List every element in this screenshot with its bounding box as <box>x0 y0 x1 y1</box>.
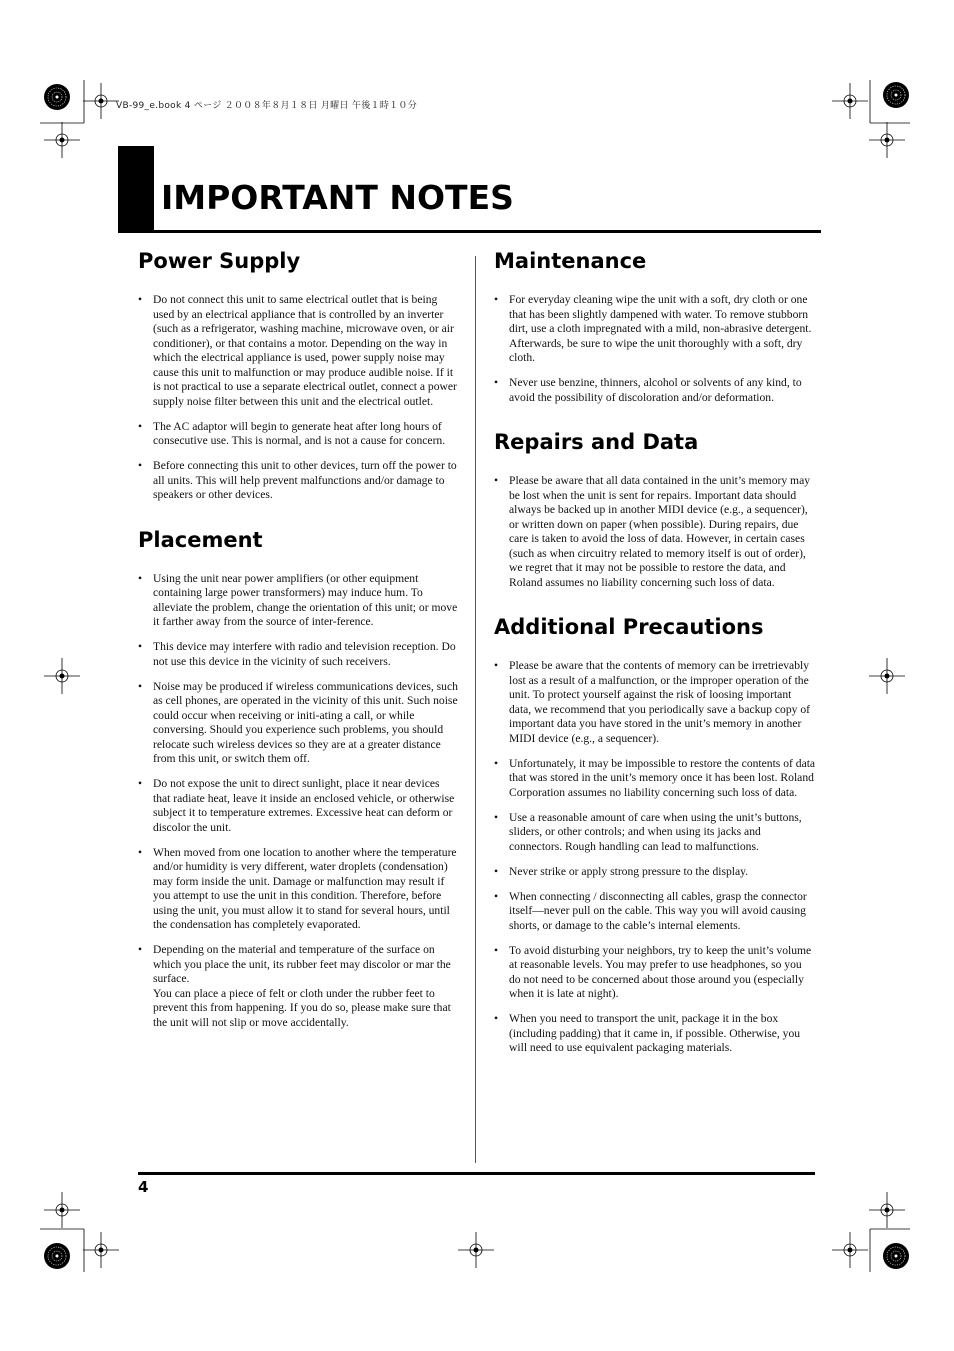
section-heading-placement: Placement <box>138 527 263 552</box>
bullet-icon: • <box>138 571 143 585</box>
note-item <box>138 420 458 449</box>
note-item <box>494 376 816 405</box>
note-text: The AC adaptor will begin to generate heat after long hours of consecutive use. This is normal, and is not a cause for concern. <box>153 419 446 447</box>
section-list-power-supply <box>138 293 458 503</box>
note-text: When connecting / disconnecting all cables, grasp the connector itself—never pull on the cable. This way you will avoid causing shorts, or damage to the cable’s internal elements. <box>509 889 807 932</box>
note-item <box>494 865 816 880</box>
note-text: Please be aware that all data contained in the unit’s memory may be lost when the unit is sent for repairs. Important data should always be backed up in another MIDI device (e.g., a sequencer), or written down on paper (when possible). During repairs, due care is taken to avoid the loss of data. However, in certain cases (such as when circuitry related to memory itself is out of order), we regret that it may not be possible to restore the data, and Roland assumes no liability concerning such loss of data. <box>509 474 811 589</box>
section-list-additional-precautions <box>494 659 816 1056</box>
bullet-icon: • <box>138 419 143 433</box>
note-item <box>494 811 816 855</box>
note-text: Never use benzine, thinners, alcohol or solvents of any kind, to avoid the possibility of discoloration and/or deformation. <box>509 376 802 404</box>
bullet-icon: • <box>494 756 499 770</box>
note-text: Unfortunately, it may be impossible to restore the contents of data that was stored in the unit’s memory once it has been lost. Roland Corporation assumes no liability concerning such loss of data. <box>509 756 816 799</box>
page-title: IMPORTANT NOTES <box>161 178 514 217</box>
note-text: To avoid disturbing your neighbors, try to keep the unit’s volume at reasonable levels. You may prefer to use headphones, so you do not need to be concerned about those around you (especially when it is late at night). <box>509 943 812 1000</box>
note-text: Noise may be produced if wireless communications devices, such as cell phones, are operated in the vicinity of this unit. Such noise could occur when receiving or initi-ating a call, or while conversing. Should you experience such problems, you should relocate such wireless devices so they are at a greater distance from this unit, or switch them off. <box>153 679 458 765</box>
bullet-icon: • <box>494 474 499 487</box>
section-heading-power-supply: Power Supply <box>138 249 301 273</box>
title-rule <box>118 230 821 233</box>
column-divider <box>475 256 476 1163</box>
note-item <box>138 777 458 835</box>
note-item <box>494 474 816 590</box>
note-text: This device may interfere with radio and television reception. Do not use this device in the vicinity of such receivers. <box>153 640 456 668</box>
right-column <box>494 246 816 1078</box>
note-text: Never strike or apply strong pressure to the display. <box>509 864 749 878</box>
note-text: Depending on the material and temperature of the surface on which you place the unit, its rubber feet may discolor or mar the surface. <box>153 943 451 985</box>
note-item <box>494 659 816 746</box>
bullet-icon: • <box>138 293 143 306</box>
bullet-icon: • <box>138 845 143 859</box>
note-text: Please be aware that the contents of memory can be irretrievably lost as a result of a malfunction, or the improper operation of the unit. To protect yourself against the risk of loosing important data, we recommend that you periodically save a backup copy of important data you have stored in the unit’s memory in another MIDI device (e.g., a sequencer). <box>509 659 811 745</box>
note-item <box>138 640 458 669</box>
note-item <box>138 459 458 503</box>
note-item <box>494 890 816 934</box>
note-text: Do not connect this unit to same electrical outlet that is being used by an electrical appliance that is controlled by an inverter (such as a refrigerator, washing machine, microwave oven, or air conditioner), or that contains a motor. Depending on the way in which the electrical appliance is used, power supply noise may cause this unit to malfunction or may produce audible noise. If it is not practical to use a separate electrical outlet, connect a power supply noise filter between this unit and the electrical outlet. <box>153 293 457 408</box>
bullet-icon: • <box>138 640 143 653</box>
note-text: You can place a piece of felt or cloth under the rubber feet to prevent this from happening. If you do so, please make sure that the unit will not slip or move accidentally. <box>153 986 451 1029</box>
bullet-icon: • <box>494 376 499 389</box>
bullet-icon: • <box>494 943 499 957</box>
bullet-icon: • <box>494 659 499 672</box>
bullet-icon: • <box>138 459 143 472</box>
section-heading-maintenance: Maintenance <box>494 249 647 273</box>
note-item <box>494 1012 816 1056</box>
section-heading-additional-precautions: Additional Precautions <box>494 615 764 639</box>
footer-rule <box>138 1172 815 1175</box>
note-text: Before connecting this unit to other devices, turn off the power to all units. This will help prevent malfunctions and/or damage to speakers or other devices. <box>153 459 457 501</box>
bullet-icon: • <box>138 777 143 790</box>
note-item <box>138 293 458 409</box>
note-text: Using the unit near power amplifiers (or other equipment containing large power transformers) may induce hum. To alleviate the problem, change the orientation of this unit; or move it farther away from the source of inter-ference. <box>153 571 458 628</box>
left-column <box>138 246 458 1052</box>
note-text: When moved from one location to another where the temperature and/or humidity is very different, water droplets (condensation) may form inside the unit. Damage or malfunction may result if you attempt to use the unit in this condition. Therefore, before using the unit, you must allow it to stand for several hours, until the condensation has completely evaporated. <box>153 845 457 931</box>
bullet-icon: • <box>494 864 499 878</box>
bullet-icon: • <box>138 943 143 956</box>
note-item <box>138 943 458 1030</box>
section-heading-repairs-and-data: Repairs and Data <box>494 430 699 454</box>
bullet-icon: • <box>138 679 143 693</box>
page-number: 4 <box>138 1178 149 1196</box>
print-header: VB-99_e.book 4 ページ ２００８年８月１８日 月曜日 午後１時１０分 <box>116 101 418 111</box>
title-black-block <box>118 146 154 233</box>
note-item <box>494 293 816 366</box>
bullet-icon: • <box>494 1012 499 1025</box>
note-item <box>138 680 458 767</box>
note-item <box>494 944 816 1002</box>
note-item <box>138 572 458 630</box>
note-text: For everyday cleaning wipe the unit with a soft, dry cloth or one that has been slightly dampened with water. To remove stubborn dirt, use a cloth impregnated with a mild, non-abrasive detergent. Afterwards, be sure to wipe the unit thoroughly with a soft, dry cloth. <box>509 293 812 364</box>
note-text: Use a reasonable amount of care when using the unit’s buttons, sliders, or other controls; and when using its jacks and connectors. Rough handling can lead to malfunctions. <box>509 810 802 853</box>
bullet-icon: • <box>494 889 499 903</box>
bullet-icon: • <box>494 810 499 824</box>
note-text: When you need to transport the unit, package it in the box (including padding) that it came in, if possible. Otherwise, you will need to use equivalent packaging materials. <box>509 1012 801 1054</box>
note-text: Do not expose the unit to direct sunlight, place it near devices that radiate heat, leave it inside an enclosed vehicle, or otherwise subject it to temperature extremes. Excessive heat can deform or discolor the unit. <box>153 777 455 834</box>
section-list-maintenance <box>494 293 816 405</box>
section-list-placement <box>138 572 458 1031</box>
note-item <box>138 846 458 933</box>
bullet-icon: • <box>494 293 499 306</box>
section-list-repairs-and-data <box>494 474 816 590</box>
note-item <box>494 757 816 801</box>
